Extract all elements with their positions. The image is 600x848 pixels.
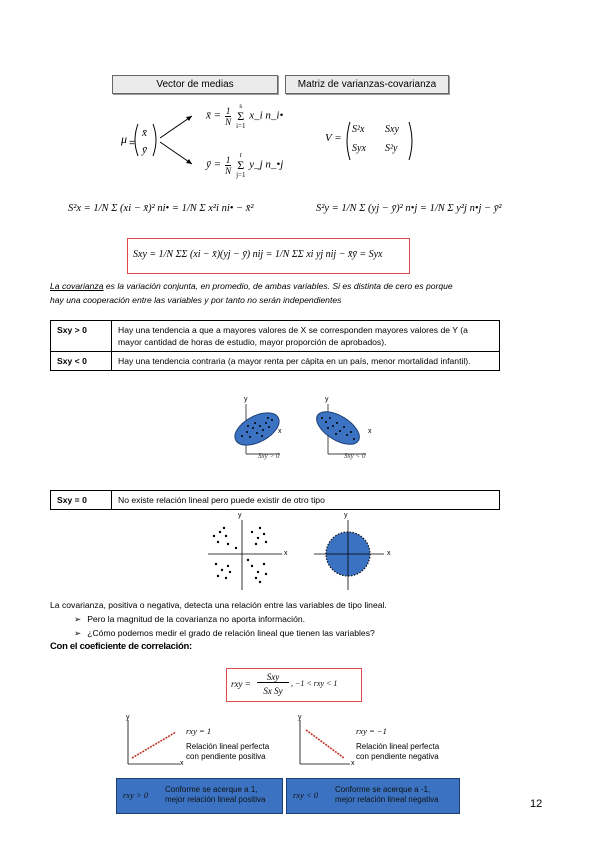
pos-cov-label: Sxy > 0 <box>258 452 280 460</box>
means-vector-header: Vector de medias <box>112 75 278 94</box>
table-row <box>51 321 500 352</box>
pos-r-label: rxy = 1 <box>186 726 212 736</box>
x-mean-equation: x̄ = $\frac{1}{N}$ s Σ i=1 x_i n_i• <box>206 102 284 130</box>
axis-y: y <box>298 714 302 721</box>
table-row <box>51 491 500 510</box>
y-mean-equation: ȳ = $\frac{1}{N}$ r Σ j=1 y_j n_•j <box>206 151 284 179</box>
mu-y: ȳ <box>142 144 147 156</box>
covariance-sign-table <box>50 320 500 371</box>
corr-range: , −1 < rxy < 1 <box>291 679 338 688</box>
matrix-a12: Sxy <box>385 124 399 135</box>
zero-covariance-plots <box>200 514 400 594</box>
correlation-heading: Con el coeficiente de correlación: <box>50 641 192 652</box>
page-number: 12 <box>530 798 543 810</box>
covariance-formula-box <box>127 238 410 274</box>
covariance-intro-line2: hay una cooperación entre las variables y por tanto no serán independientes <box>50 295 342 305</box>
corr-num: Sxy <box>257 672 289 683</box>
axis-y: y <box>325 396 329 403</box>
axis-x: x <box>351 760 355 767</box>
mu-x: x̄ <box>142 127 147 139</box>
correlation-formula-box <box>226 668 362 702</box>
y-variance-formula: S²y = 1/N Σ (yj − ȳ)² n•j = 1/N Σ y²j n•j − ȳ² <box>316 203 502 214</box>
positive-perfect-plot <box>128 720 180 764</box>
axis-x: x <box>387 550 391 557</box>
table-text: No existe relación lineal pero puede existir de otro tipo <box>112 491 500 510</box>
corr-lhs: rxy = <box>231 679 251 689</box>
table-key: Sxy = 0 <box>51 491 112 510</box>
pos-r-text: Relación lineal perfecta con pendiente positiva <box>186 742 270 761</box>
x-variance-formula: S²x = 1/N Σ (xi − x̄)² ni• = 1/N Σ x²i ni• − x̄² <box>68 203 254 214</box>
matrix-a22: S²y <box>385 143 398 154</box>
axis-y: y <box>126 714 130 721</box>
positive-correlation-legend: rxy > 0 Conforme se acerque a 1, mejor relación lineal positiva <box>116 778 283 814</box>
positive-scatter <box>230 404 285 454</box>
axis-x: x <box>180 760 184 767</box>
mu-symbol: μ <box>121 132 128 146</box>
neg-cov-label: Sxy < 0 <box>344 452 366 460</box>
covariance-intro-line1: La covarianza es la variación conjunta, en promedio, de ambas variables. Si es distinta de cero es porque <box>50 281 453 291</box>
axis-x: x <box>278 428 282 435</box>
table-row <box>51 352 500 371</box>
corr-den: Sx Sy <box>263 686 283 696</box>
neg-r-text: Relación lineal perfecta con pendiente negativa <box>356 742 440 761</box>
summary-bullet-1: ➢ Pero la magnitud de la covarianza no aporta información. <box>74 614 306 624</box>
cov-matrix-header: Matriz de varianzas-covarianza <box>285 75 449 94</box>
negative-perfect-plot <box>300 720 350 764</box>
negative-correlation-legend: rxy < 0 Conforme se acerque a -1, mejor relación lineal negativa <box>286 778 460 814</box>
circle-scatter <box>314 520 384 590</box>
axis-y: y <box>244 396 248 403</box>
axis-y: y <box>344 512 348 519</box>
summary-line: La covarianza, positiva o negativa, detecta una relación entre las variables de tipo lineal. <box>50 600 387 610</box>
matrix-label: V = <box>325 132 342 144</box>
matrix-a21: Syx <box>352 143 366 154</box>
table-text: Hay una tendencia contraria (a mayor renta per cápita en un país, menor mortalidad infantil). <box>112 352 500 371</box>
matrix-a11: S²x <box>352 124 365 135</box>
axis-y: y <box>238 512 242 519</box>
table-text: Hay una tendencia a que a mayores valores de X se corresponden mayores valores de Y (a mayor cantidad de horas de estudio, mayor proporción de aprobados). <box>112 321 500 352</box>
axis-x: x <box>284 550 288 557</box>
table-key: Sxy > 0 <box>51 321 112 352</box>
four-cluster-scatter <box>208 520 282 590</box>
summary-bullet-2: ➢ ¿Cómo podemos medir el grado de relación lineal que tienen las variables? <box>74 628 375 638</box>
neg-r-label: rxy = −1 <box>356 726 387 736</box>
covariance-term: La covarianza <box>50 281 104 291</box>
negative-scatter <box>311 404 366 454</box>
axis-x: x <box>368 428 372 435</box>
table-key: Sxy < 0 <box>51 352 112 371</box>
zero-covariance-table <box>50 490 500 510</box>
covariance-formula: Sxy = 1/N ΣΣ (xi − x̄)(yj − ȳ) nij = 1/N ΣΣ xi yj nij − x̄ȳ = Syx <box>133 249 383 260</box>
